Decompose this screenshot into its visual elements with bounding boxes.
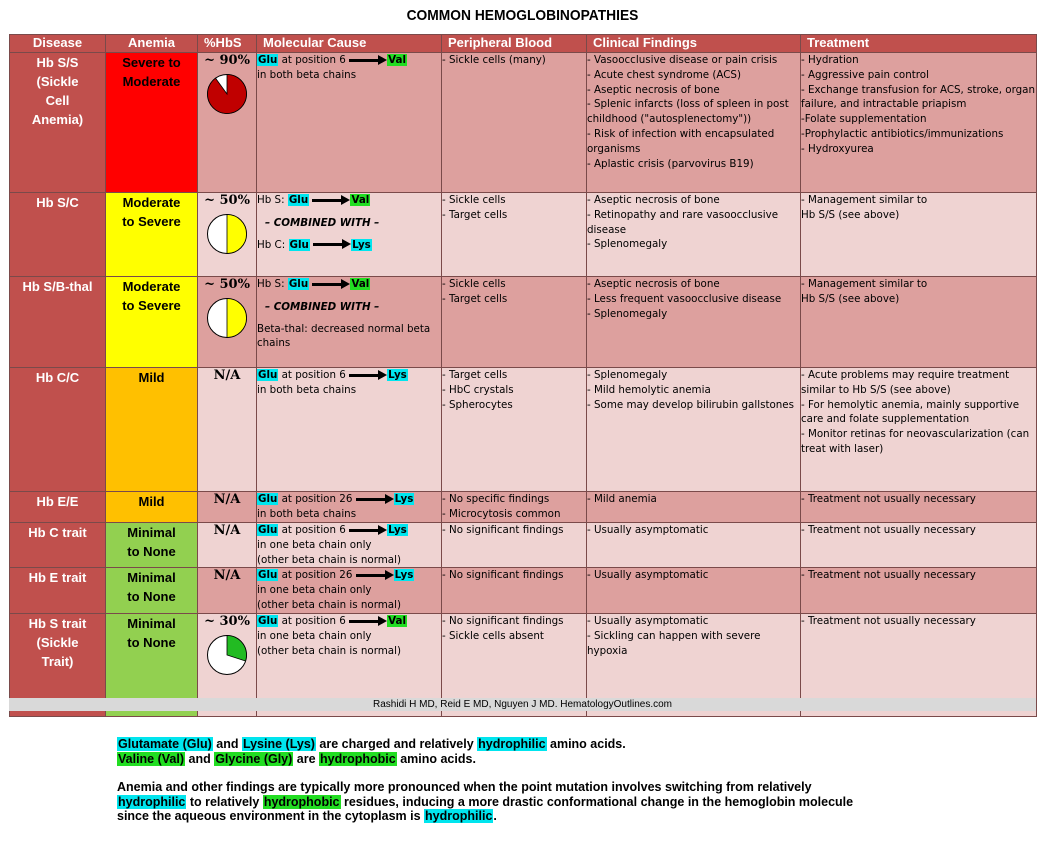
footnotes	[117, 737, 853, 838]
col-header-anemia: Anemia	[106, 35, 198, 53]
treatment-cell: - Treatment not usually necessary	[801, 614, 1037, 717]
table-row	[10, 568, 1037, 614]
clinical-findings-cell: - Mild anemia	[587, 492, 801, 523]
treatment-cell: - Hydration - Aggressive pain control - Exchange transfusion for ACS, stroke, organ failure, and intractable priapism -Folate supplementation -Prophylactic antibiotics/immunizations - Hydroxyurea	[801, 53, 1037, 193]
col-header-treatment: Treatment	[801, 35, 1037, 53]
note-mutation-effect: Anemia and other findings are typically more pronounced when the point mutation involves switching from relatively hydrophilic to relatively hydrophobic residues, inducing a more drastic conformational change in the hemoglobin molecule since the aqueous environment in the cytoplasm is hydrophilic.	[117, 780, 854, 823]
hbs-percent-cell: ~ 50%	[198, 277, 257, 368]
hbs-pie-chart	[206, 297, 248, 339]
credit-line: Rashidi H MD, Reid E MD, Nguyen J MD. HematologyOutlines.com	[9, 698, 1036, 711]
treatment-cell: - Treatment not usually necessary	[801, 523, 1037, 568]
peripheral-blood-cell: - Sickle cells - Target cells	[442, 193, 587, 277]
peripheral-blood-cell: - No significant findings	[442, 568, 587, 614]
arrow-icon	[349, 527, 387, 534]
hbs-percent-cell: ~ 30%	[198, 614, 257, 717]
hbs-pie-chart	[206, 634, 248, 676]
hbs-percent-cell: ~ 50%	[198, 193, 257, 277]
arrow-icon	[313, 241, 351, 248]
arrow-icon	[312, 197, 350, 204]
anemia-cell: Minimal to None	[106, 568, 198, 614]
col-header-peripheral-blood: Peripheral Blood	[442, 35, 587, 53]
table-row	[10, 53, 1037, 193]
table-row	[10, 368, 1037, 492]
table-row	[10, 523, 1037, 568]
treatment-cell: - Acute problems may require treatment similar to Hb S/S (see above) - For hemolytic anemia, mainly supportive care and folate supplementation - Monitor retinas for neovascularization (can treat with laser)	[801, 368, 1037, 492]
peripheral-blood-cell: - Target cells - HbC crystals - Spherocytes	[442, 368, 587, 492]
treatment-cell: - Treatment not usually necessary	[801, 492, 1037, 523]
molecular-cause-cell: Glu at position 26 Lys in both beta chains	[257, 492, 442, 523]
anemia-cell: Mild	[106, 368, 198, 492]
table-row	[10, 492, 1037, 523]
anemia-cell: Moderate to Severe	[106, 193, 198, 277]
disease-cell: Hb S/S (Sickle Cell Anemia)	[10, 53, 106, 193]
note-amino-acids: Glutamate (Glu) and Lysine (Lys) are charged and relatively hydrophilic amino acids. Valine (Val) and Glycine (Gly) are hydrophobic amino acids.	[118, 737, 626, 766]
peripheral-blood-cell: - Sickle cells - Target cells	[442, 277, 587, 368]
peripheral-blood-cell: - No significant findings	[442, 523, 587, 568]
anemia-cell: Minimal to None	[106, 523, 198, 568]
treatment-cell: - Management similar to Hb S/S (see above)	[801, 277, 1037, 368]
clinical-findings-cell: - Aseptic necrosis of bone - Less frequent vasoocclusive disease - Splenomegaly	[587, 277, 801, 368]
clinical-findings-cell: - Usually asymptomatic	[587, 568, 801, 614]
molecular-cause-cell: Glu at position 6 Val in both beta chains	[257, 53, 442, 193]
pie-slice-hbs	[208, 75, 247, 114]
col-header-molecular-cause: Molecular Cause	[257, 35, 442, 53]
table-row	[10, 277, 1037, 368]
arrow-icon	[356, 496, 394, 503]
table-row	[10, 193, 1037, 277]
treatment-cell: - Management similar to Hb S/S (see above)	[801, 193, 1037, 277]
molecular-cause-cell: Glu at position 6 Lys in one beta chain only (other beta chain is normal)	[257, 523, 442, 568]
disease-cell: Hb S trait (Sickle Trait)	[10, 614, 106, 717]
hbs-percent-cell: N/A	[198, 568, 257, 614]
arrow-icon	[349, 372, 387, 379]
hemoglobinopathies-table	[9, 34, 1037, 717]
col-header-hbs: %HbS	[198, 35, 257, 53]
molecular-cause-cell: Hb S: Glu Val – COMBINED WITH – Beta-thal: decreased normal beta chains	[257, 277, 442, 368]
disease-cell: Hb E trait	[10, 568, 106, 614]
hbs-percent-cell: N/A	[198, 523, 257, 568]
disease-cell: Hb S/C	[10, 193, 106, 277]
anemia-cell: Mild	[106, 492, 198, 523]
arrow-icon	[356, 572, 394, 579]
anemia-cell: Moderate to Severe	[106, 277, 198, 368]
disease-cell: Hb C trait	[10, 523, 106, 568]
col-header-disease: Disease	[10, 35, 106, 53]
disease-cell: Hb E/E	[10, 492, 106, 523]
header-row	[10, 35, 1037, 53]
arrow-icon	[349, 618, 387, 625]
arrow-icon	[312, 281, 350, 288]
peripheral-blood-cell: - No significant findings - Sickle cells absent	[442, 614, 587, 717]
anemia-cell: Severe to Moderate	[106, 53, 198, 193]
clinical-findings-cell: - Usually asymptomatic	[587, 523, 801, 568]
arrow-icon	[349, 57, 387, 64]
molecular-cause-cell: Glu at position 6 Val in one beta chain only (other beta chain is normal)	[257, 614, 442, 717]
hbs-pie-chart	[206, 213, 248, 255]
molecular-cause-cell: Hb S: Glu Val – COMBINED WITH – Hb C: Glu Lys	[257, 193, 442, 277]
clinical-findings-cell: - Usually asymptomatic - Sickling can happen with severe hypoxia	[587, 614, 801, 717]
disease-cell: Hb S/B-thal	[10, 277, 106, 368]
hbs-percent-cell: ~ 90%	[198, 53, 257, 193]
molecular-cause-cell: Glu at position 6 Lys in both beta chains	[257, 368, 442, 492]
clinical-findings-cell: - Aseptic necrosis of bone - Retinopathy and rare vasoocclusive disease - Splenomegaly	[587, 193, 801, 277]
molecular-cause-cell: Glu at position 26 Lys in one beta chain only (other beta chain is normal)	[257, 568, 442, 614]
treatment-cell: - Treatment not usually necessary	[801, 568, 1037, 614]
hbs-percent-cell: N/A	[198, 368, 257, 492]
anemia-cell: Minimal to None	[106, 614, 198, 717]
peripheral-blood-cell: - No specific findings - Microcytosis common	[442, 492, 587, 523]
disease-cell: Hb C/C	[10, 368, 106, 492]
hbs-percent-cell: N/A	[198, 492, 257, 523]
peripheral-blood-cell: - Sickle cells (many)	[442, 53, 587, 193]
clinical-findings-cell: - Vasoocclusive disease or pain crisis - Acute chest syndrome (ACS) - Aseptic necrosis of bone - Splenic infarcts (loss of spleen in post childhood ("autosplenectomy")) - Risk of infection with encapsulated organisms - Aplastic crisis (parvovirus B19)	[587, 53, 801, 193]
hbs-pie-chart	[206, 73, 248, 115]
col-header-clinical-findings: Clinical Findings	[587, 35, 801, 53]
page-title: COMMON HEMOGLOBINOPATHIES	[406, 7, 639, 24]
clinical-findings-cell: - Splenomegaly - Mild hemolytic anemia - Some may develop bilirubin gallstones	[587, 368, 801, 492]
